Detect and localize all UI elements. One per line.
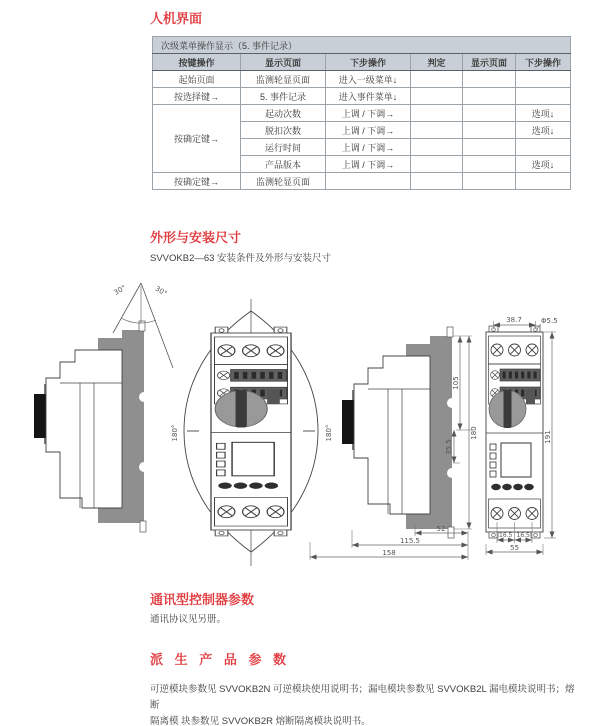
table-cell: 5. 事件记录 — [241, 88, 326, 105]
table-cell-merged: 按确定键→ — [153, 105, 241, 173]
column-header: 显示页面 — [463, 54, 516, 71]
dim-label: 35.5 — [445, 439, 453, 455]
table-cell: 上调 / 下调→ — [326, 156, 411, 173]
outline-subtitle: SVVOKB2—63 安装条件及外形与安装尺寸 — [150, 253, 332, 264]
dim-label: 191 — [544, 430, 552, 444]
dim-label: 52 — [436, 525, 446, 533]
dim-label: 16.5 — [516, 532, 530, 539]
section-title-outline: 外形与安装尺寸 — [150, 230, 242, 245]
rotation-label: 180° — [325, 424, 333, 442]
fig3-side-view-dims — [310, 327, 478, 560]
table-cell: 上调 / 下调→ — [326, 122, 411, 139]
table-cell: 产品版本 — [241, 156, 326, 173]
derived-body-line: 可逆模块参数见 SVVOKB2N 可逆模块使用说明书；漏电模块参数见 SVVOKB2L 漏电模块说明书；熔断 — [150, 684, 575, 711]
dim-label: 55 — [510, 544, 519, 552]
table-cell: 上调 / 下调→ — [326, 139, 411, 156]
derived-body — [150, 682, 575, 726]
table-cell: 按选择键→ — [153, 88, 241, 105]
table-cell: 监测轮显页面 — [241, 71, 326, 88]
dim-label: 16.5 — [499, 532, 513, 539]
dim-label: 38.7 — [506, 316, 522, 324]
rotation-label: 180° — [171, 424, 179, 442]
dim-label: 105 — [452, 376, 460, 390]
table-cell: 脱扣次数 — [241, 122, 326, 139]
comm-body: 通讯协议见另册。 — [150, 614, 227, 625]
table-cell: 起始页面 — [153, 71, 241, 88]
column-header: 下步操作 — [326, 54, 411, 71]
derived-body-line: 隔离模 块参数见 SVVOKB2R 熔断隔离模块说明书。 — [150, 716, 371, 726]
angle-label: 30° — [112, 283, 128, 297]
table-cell: 运行时间 — [241, 139, 326, 156]
fig2-rotation-view — [171, 299, 333, 566]
section-title-comm: 通讯型控制器参数 — [150, 592, 255, 607]
table-cell: 选项↓ — [516, 156, 571, 173]
table-cell: 上调 / 下调→ — [326, 105, 411, 122]
table-cell: 进入事件菜单↓ — [326, 88, 411, 105]
table-caption: 次级菜单操作显示（5. 事件记录） — [153, 37, 571, 54]
dim-label: Φ5.5 — [541, 317, 558, 325]
dim-label: 158 — [382, 549, 396, 557]
column-header: 下步操作 — [516, 54, 571, 71]
column-header: 按键操作 — [153, 54, 241, 71]
table-cell: 进入一级菜单↓ — [326, 71, 411, 88]
table-cell: 监测轮显页面 — [241, 173, 326, 190]
table-cell: 选项↓ — [516, 122, 571, 139]
section-title-hmi: 人机界面 — [150, 11, 203, 26]
dim-label: 180 — [470, 426, 478, 440]
table-cell: 选项↓ — [516, 105, 571, 122]
angle-label: 30° — [153, 284, 169, 298]
column-header: 显示页面 — [241, 54, 326, 71]
table-cell: 起动次数 — [241, 105, 326, 122]
section-title-derived: 派 生 产 品 参 数 — [150, 652, 291, 667]
column-header: 判定 — [411, 54, 463, 71]
table-cell: 按确定键→ — [153, 173, 241, 190]
fig1-side-view-angle — [34, 283, 173, 532]
fig4-front-view-dims — [486, 316, 558, 555]
dim-label: 115.5 — [399, 537, 421, 545]
